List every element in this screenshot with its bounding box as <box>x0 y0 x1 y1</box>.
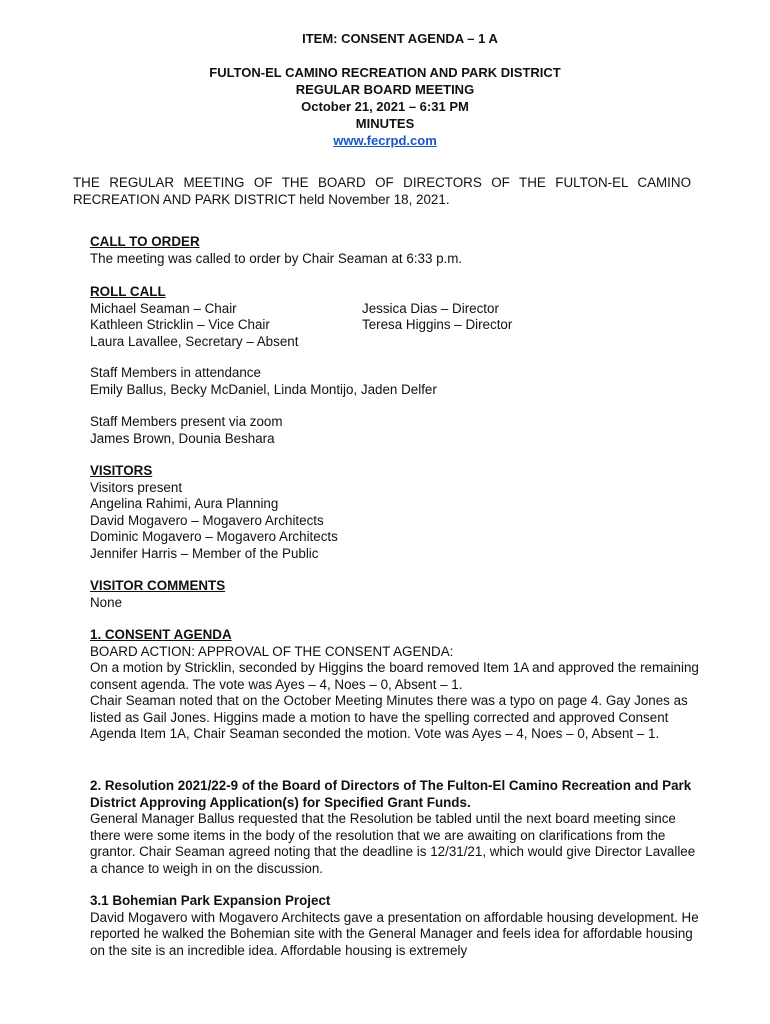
staff-attendance-label: Staff Members in attendance <box>90 365 261 380</box>
staff-zoom-section <box>90 414 700 447</box>
website-link[interactable]: www.fecrpd.com <box>333 133 437 148</box>
roll-call-section <box>90 284 700 350</box>
resolution-section <box>90 778 700 877</box>
document-header <box>0 64 770 149</box>
staff-zoom-label: Staff Members present via zoom <box>90 414 283 429</box>
consent-agenda-section <box>90 627 700 743</box>
roll-call-right <box>362 301 512 351</box>
visitor-comments-heading: VISITOR COMMENTS <box>90 578 226 593</box>
staff-zoom-names: James Brown, Dounia Beshara <box>90 430 275 446</box>
intro-paragraph: THE REGULAR MEETING OF THE BOARD OF DIRECTORS OF THE FULTON-EL CAMINO RECREATION AND PARK DISTRICT held November 18, 2021. <box>73 175 691 207</box>
visitor-line: Visitors present <box>90 479 183 495</box>
bohemian-heading: 3.1 Bohemian Park Expansion Project <box>90 893 331 908</box>
visitors-section <box>90 463 700 562</box>
visitor-line: Angelina Rahimi, Aura Planning <box>90 496 279 511</box>
visitors-heading: VISITORS <box>90 463 153 478</box>
staff-attendance-names: Emily Ballus, Becky McDaniel, Linda Montijo, Jaden Delfer <box>90 381 437 397</box>
roll-call-member: Jessica Dias – Director <box>362 300 499 316</box>
staff-attendance-section <box>90 365 700 398</box>
roll-call-heading: ROLL CALL <box>90 284 166 299</box>
roll-call-member: Teresa Higgins – Director <box>362 317 513 332</box>
visitor-comments-text: None <box>90 594 123 610</box>
visitor-comments-section <box>90 578 700 611</box>
consent-agenda-heading: 1. CONSENT AGENDA <box>90 627 232 642</box>
meeting-date: October 21, 2021 – 6:31 PM <box>301 99 469 114</box>
call-to-order-heading: CALL TO ORDER <box>90 234 200 249</box>
visitor-line: Dominic Mogavero – Mogavero Architects <box>90 529 338 544</box>
resolution-heading: 2. Resolution 2021/22-9 of the Board of Directors of The Fulton-El Camino Recreation and Park District Approving Application(s) for Specified Grant Funds. <box>90 778 692 810</box>
item-title: ITEM: CONSENT AGENDA – 1 A <box>302 31 498 46</box>
org-name: FULTON-EL CAMINO RECREATION AND PARK DISTRICT <box>209 65 561 80</box>
roll-call-member: Laura Lavallee, Secretary – Absent <box>90 333 299 349</box>
consent-agenda-action: BOARD ACTION: APPROVAL OF THE CONSENT AGENDA: <box>90 643 454 659</box>
document-type: MINUTES <box>355 116 415 131</box>
meeting-type: REGULAR BOARD MEETING <box>295 82 475 97</box>
bohemian-text: David Mogavero with Mogavero Architects gave a presentation on affordable housing development. He reported he walked the Bohemian site with the General Manager and feels idea for affordable housing on the site is an incredible idea. Affordable housing is extremely <box>90 909 699 958</box>
roll-call-member: Michael Seaman – Chair <box>90 300 237 316</box>
resolution-text: General Manager Ballus requested that the Resolution be tabled until the next board meeting since there were some items in the body of the resolution that we are awaiting on clarifications from the grantor. Chair Seaman agreed noting that the deadline is 12/31/21, which would give Director Lavallee a chance to weigh in on the discussion. <box>90 811 696 876</box>
roll-call-left <box>90 301 362 351</box>
visitor-line: David Mogavero – Mogavero Architects <box>90 512 324 528</box>
consent-agenda-para: On a motion by Stricklin, seconded by Higgins the board removed Item 1A and approved the remaining consent agenda. The vote was Ayes – 4, Noes – 0, Absent – 1. <box>90 660 699 692</box>
consent-agenda-para: Chair Seaman noted that on the October Meeting Minutes there was a typo on page 4. Gay Jones as listed as Gail Jones. Higgins made a motion to have the spelling corrected and approved Consent Agenda Item 1A, Chair Seaman seconded the motion. Vote was Ayes – 4, Noes – 0, Absent – 1. <box>90 693 688 741</box>
call-to-order-text: The meeting was called to order by Chair Seaman at 6:33 p.m. <box>90 250 463 266</box>
call-to-order-section <box>90 234 700 267</box>
bohemian-section <box>90 893 700 959</box>
roll-call-member: Kathleen Stricklin – Vice Chair <box>90 317 270 332</box>
visitor-line: Jennifer Harris – Member of the Public <box>90 545 319 561</box>
